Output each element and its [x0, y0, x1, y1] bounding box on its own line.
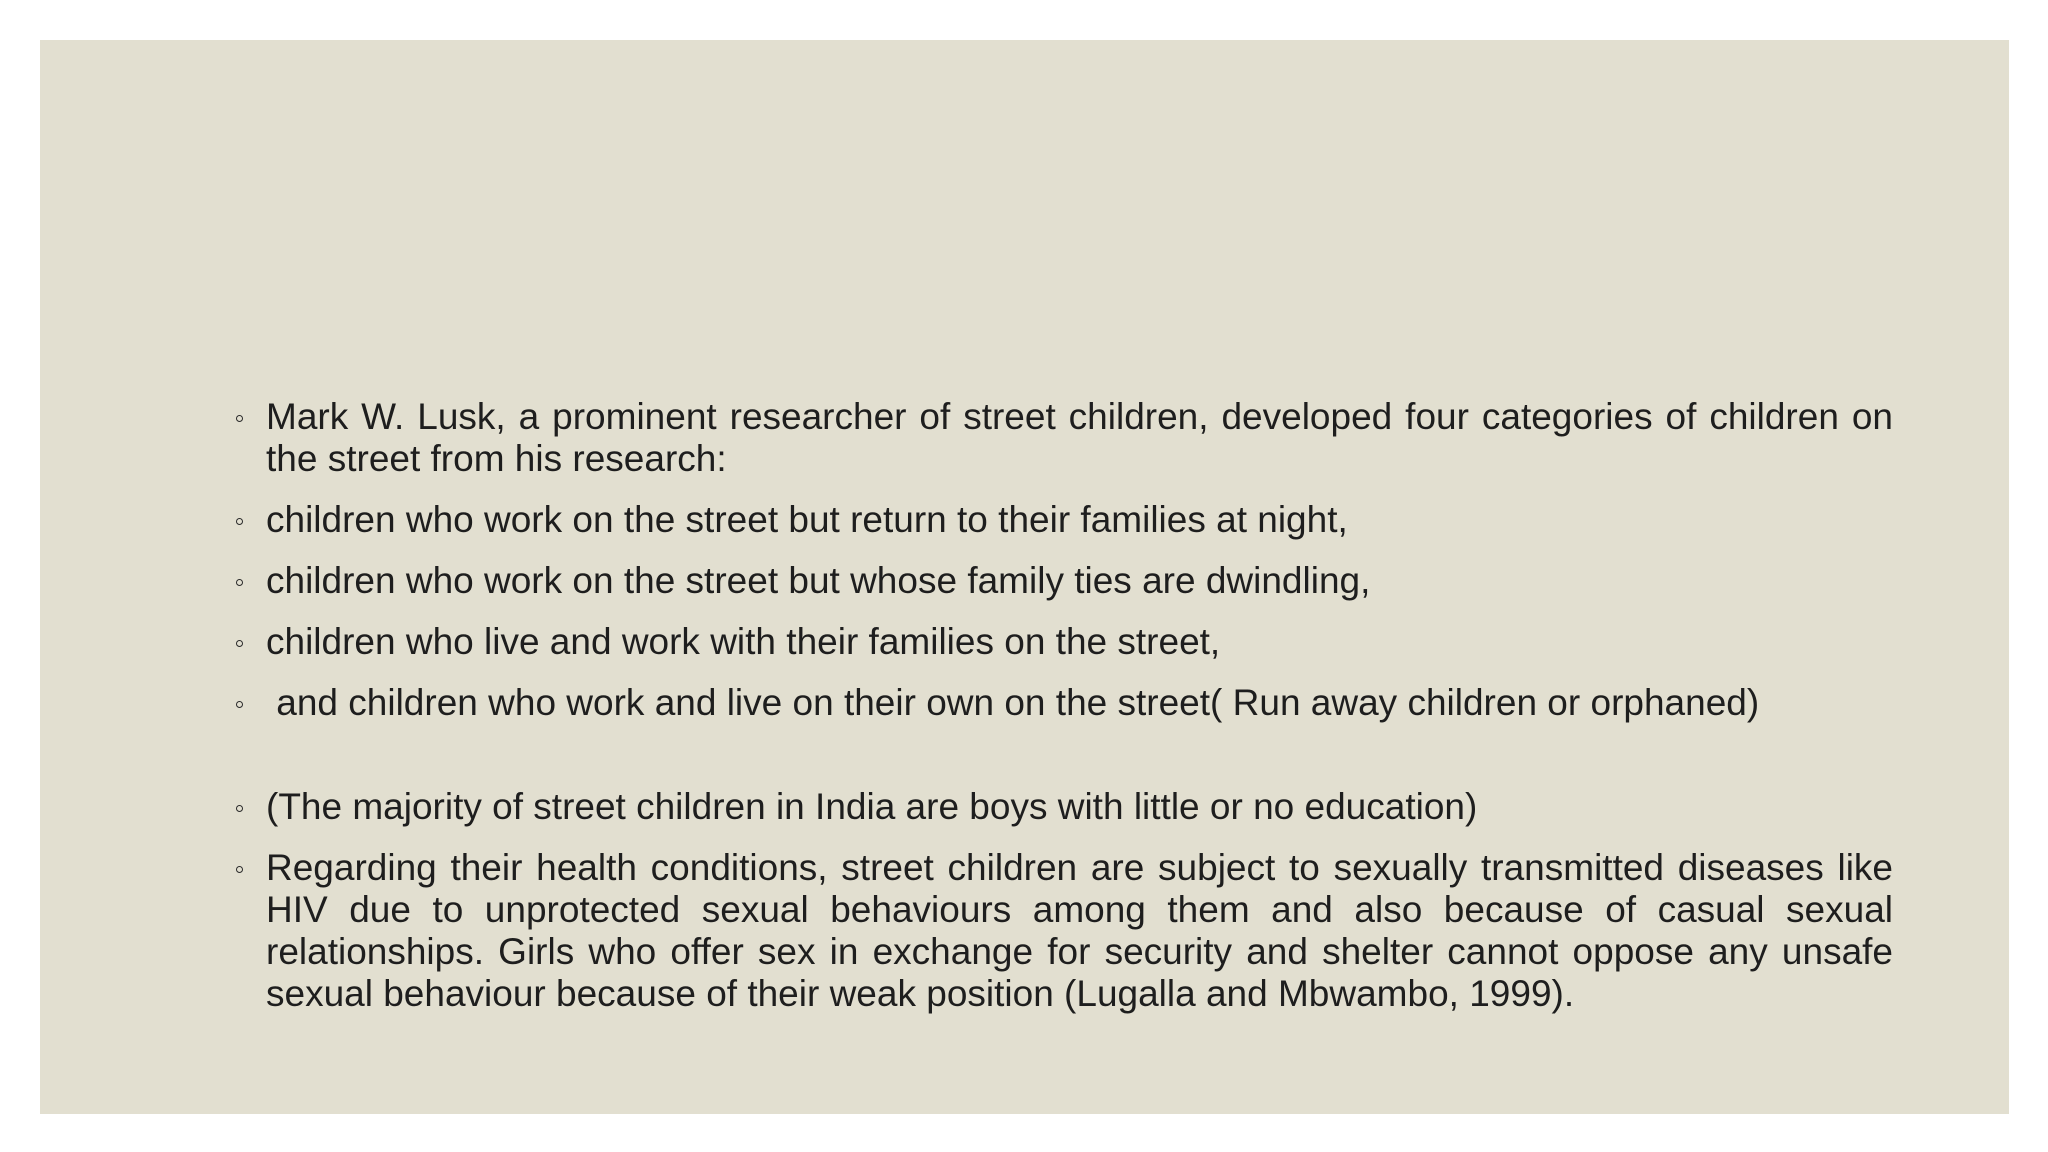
circle-bullet-icon — [236, 866, 243, 873]
bullet-text: children who work on the street but return to their families at night, — [266, 499, 1348, 540]
bullet-item — [230, 786, 1893, 828]
bullet-list — [230, 396, 1893, 1034]
bullet-item — [230, 847, 1893, 1015]
bullet-text: and children who work and live on their own on the street( Run away children or orphaned) — [266, 682, 1760, 723]
bullet-item — [230, 499, 1893, 541]
circle-bullet-icon — [236, 415, 243, 422]
bullet-text: Mark W. Lusk, a prominent researcher of street children, developed four categories of children on the street from his research: — [266, 396, 1893, 479]
circle-bullet-icon — [236, 805, 243, 812]
bullet-item — [230, 396, 1893, 480]
slide — [40, 40, 2009, 1114]
bullet-text: (The majority of street children in India are boys with little or no education) — [266, 786, 1478, 827]
circle-bullet-icon — [236, 579, 243, 586]
bullet-text: children who live and work with their families on the street, — [266, 621, 1221, 662]
circle-bullet-icon — [236, 518, 243, 525]
circle-bullet-icon — [236, 701, 243, 708]
bullet-text: Regarding their health conditions, street children are subject to sexually transmitted diseases like HIV due to unprotected sexual behaviours among them and also because of casual sexual relationships. Girls who offer sex in exchange for security and shelter cannot oppose any unsafe sexual behaviour because of their weak position (Lugalla and Mbwambo, 1999). — [266, 847, 1893, 1014]
bullet-text: children who work on the street but whose family ties are dwindling, — [266, 560, 1371, 601]
circle-bullet-icon — [236, 640, 243, 647]
bullet-item — [230, 682, 1893, 724]
bullet-item — [230, 621, 1893, 663]
bullet-item — [230, 560, 1893, 602]
